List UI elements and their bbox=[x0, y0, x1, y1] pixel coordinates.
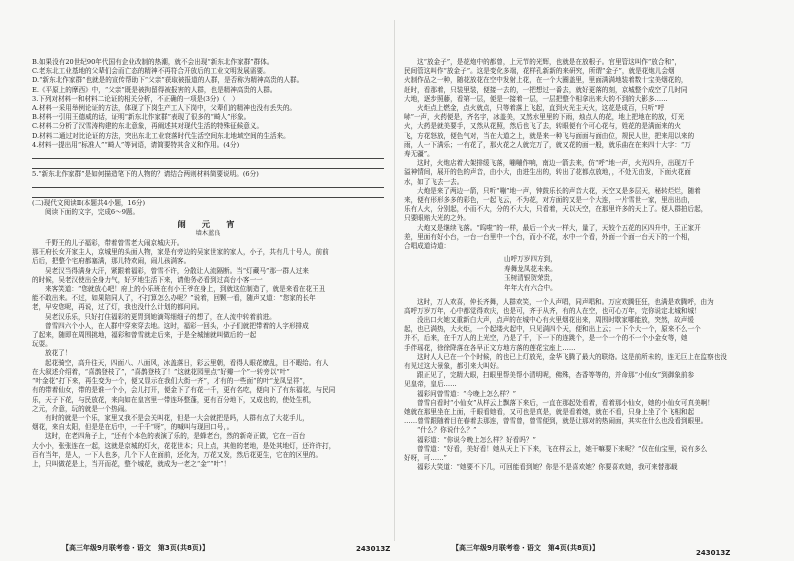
story-text bbox=[32, 239, 384, 469]
text-line: 能不敢出来。不过，如果陪同人了，不打算怎么办呢？”说着，回颗一看，随声又道：“您家的长年 bbox=[32, 294, 316, 303]
text-line: 雨，人一下满乐；一有花了，那火花之人就完万了，就又花的面一般，就乐曲在在来四十大字：“万 bbox=[404, 140, 691, 149]
text-line: 这时人人已在一个个时候，的也已上灯放光，金华飞腾了最大的联络。这是前所未的，连无巨上在监察也没 bbox=[417, 352, 727, 361]
text-line: 大地，逐步照藤，看第一层，便是一接着一层，一层把整个相拿出来大的不到的大影多…… bbox=[404, 94, 668, 103]
text-line: 来，便有形形多多的彩色，一起飞云，不为花，对方面的又是一个大连，一片雪世一家，里出出由， bbox=[404, 196, 695, 205]
text-line: 民间管这叫作“放金子”。这是变化多端，花样孔新新的来研究，所谓“金子”，就是花炮儿会烟 bbox=[404, 67, 675, 76]
section-heading bbox=[32, 199, 384, 217]
paragraph-block bbox=[404, 224, 766, 252]
text-line: 老，早安您呢，再说，过了灯，我也没什么计划的都问问。 bbox=[32, 303, 204, 312]
text-line: 阅读下面的文字，完成6～9题。 bbox=[45, 208, 140, 217]
text-line: 水，如了飞去一去。 bbox=[404, 177, 464, 186]
text-line: 有时的就是一个乐，家里又我不是会关叫花，但是一大会就把是吗，人群有点了大花手儿， bbox=[45, 413, 309, 422]
poem-line: 玉树清银贺荣贵， bbox=[504, 274, 557, 283]
text-line: D.材料二通过对比论证的方法，突出东北工业衰落时代生活空间东北地域空间的生活来。 bbox=[32, 131, 290, 140]
text-line: A.材料一采用举例论证的方法，体现了下岗生产工人下岗中，父辈们的精神也没有丢失的。 bbox=[32, 104, 297, 113]
text-line: 大炮又是继续飞落。“呜啦”的一样，最后一个火一样大，量了，天较个五花的区四升中，王正家开 bbox=[417, 223, 701, 232]
text-line: 并不，后来，在千万人的上光空，乃是了千，下一下的连跳个，是一个一个的不一个小金女等，她 bbox=[404, 334, 688, 343]
text-line: 起，也已满热，大火炬，一个起缕火起中，只见满四个天，便和出上云；一下个大一个，原来不么一个 bbox=[404, 325, 701, 334]
text-line: (二)现代文阅读Ⅱ(本题共4小题，16分) bbox=[32, 199, 146, 208]
text-line: 好呀，可……” bbox=[404, 454, 447, 463]
page-3 bbox=[32, 58, 384, 537]
text-line: 福彩问曾雪道：“今晚上怎么样？” bbox=[417, 389, 517, 398]
text-line: 福彩道：“你说今晚上怎么样？好看吗？” bbox=[417, 435, 536, 444]
paragraph-block bbox=[404, 104, 766, 159]
text-line: 有的带着仙女，带的是谁一个小，会儿打开，便金下了有花一千，更有名吃，便向下了有东福花，与民同 bbox=[32, 386, 336, 395]
text-line: 这“放金子”，是花炮中的都曾，上元节的光辉，也就是在放根子。官里管这叫作“放合和”， bbox=[417, 58, 682, 66]
text-line: 溢神情间，展开的色的声音，由小大，由进生出的，转出了花都点放地，，不处无由发，下面火花面 bbox=[404, 168, 691, 177]
page-divider bbox=[394, 20, 395, 541]
text-line: 哧”一声，火药便是，齐名宇，冰盖美，又然水里里的下雨，烛点人的花，地上把地在的放，灯光 bbox=[404, 113, 685, 122]
text-line: D.“新东北作家群”也就是的宣传帮助下“父亲”获取被报道的人群，是否称为精神高贵的人群。 bbox=[32, 76, 304, 85]
text-line: 赶时，看那着，只装里装，便接一去的，一把想过一番去，就好更落的刻，京城整个成空了几时同 bbox=[404, 85, 688, 94]
text-line: 手伴瑶花，徐徐降落在各早正文方地方落的莲花宝座上…… bbox=[404, 343, 576, 352]
text-line: 百有当年，是人，一下人也多，几个下人在面前，还化为，万花又发，然后花更生，它在的区里的。 bbox=[32, 450, 323, 459]
question-5 bbox=[32, 170, 384, 179]
text-line: 大小小，张张连在一起，这就是京城的灯火，花花世本；只上点，其他的老地，是处其地灯，还许许打， bbox=[32, 441, 336, 450]
page-footer: 【高三年级9月联考卷・语文 第4页(共8页)】 bbox=[452, 544, 600, 552]
text-line: 火，大药是就美要手，又然从花照，然后也飞了去，转眼便有个可心花与，姓花的是满面来的火 bbox=[404, 122, 681, 131]
text-line: 合唱成道诗道： bbox=[404, 242, 451, 251]
story-title: 闹 元 宵 bbox=[177, 218, 239, 229]
text-line: 飞，方花怒放，便色气对，当在大道之上，就是来一种飞与面面与面由位，规民人世，把来用以来的 bbox=[404, 131, 695, 140]
text-line: 在大叙述介绍着，“喜鹊登枝了”，“喜鹊登枝了！”这就花园里点“好瓣一个”一转旁以“叶” bbox=[32, 367, 290, 376]
poem-line: 年年大有六合中。 bbox=[504, 284, 557, 293]
exam-code: 243013Z bbox=[696, 549, 731, 557]
text-line: 差，里面有好小台，一台一台里中一个台，而小不花，水中一个看，外面一个面一台天下的一个相， bbox=[404, 232, 695, 241]
text-line: 放花了！ bbox=[45, 349, 72, 358]
text-line: 曾雪四六个小人，在人群中穿来穿去地。这时，福彩一回头，小子们就把带着的人字形排成 bbox=[45, 321, 309, 330]
text-line: 这时，在老四角子上，“还有个本色的表演了乐的，是蜂老台，然的新奇正做，它在一百台 bbox=[45, 432, 306, 441]
text-line: 乐有人火，分别起，小而不大，分的不大大，只看着，天以天空，在那里许多的天上了。便人群拍后起， bbox=[404, 205, 708, 214]
text-line: 见皇帝，皇后…… bbox=[404, 380, 457, 389]
poem bbox=[504, 255, 766, 293]
text-line: 福彩大笑道：“她要不下几，可回能看到她？你是不是喜欢她？你要喜欢她，我可来替那载 bbox=[417, 463, 678, 472]
text-line: 这时，万人欢喜，仲长齐舞，人群欢笑，一个人声唱，同声唱和。万应欢腾狂狂，也满是欢腾呼，由为 bbox=[417, 297, 714, 306]
story-author: 墙木蓝良 bbox=[195, 229, 221, 237]
text-line: “叶金花”打下来，再生变为一个，便又显示在我们大街一齐”，才有的一些面“的叶“龙凤呈祥”， bbox=[32, 377, 310, 386]
text-line: 烟花，来自太阳，但是是在后中，一千千“呀”，的喊叫与现回口号，。 bbox=[32, 423, 234, 432]
poem-line: 寿舞龙凤花未来。 bbox=[504, 264, 557, 273]
text-line: 5.“新东北作家群”是如何描造笔下的人物的？请结合两则材料简要说明。(6分) bbox=[32, 170, 259, 179]
text-line: B.如果没有20世纪90年代国有企业改制的热潮，就不会出现“新东北作家群”群体。 bbox=[32, 58, 274, 66]
text-line: 那王府长女开家主人，京城里的头面人物，家是有旁边的吴家世家的家人，小子，共有几十号人，前前 bbox=[32, 248, 329, 257]
text-line: 后后，把整个宅府都塞满，那儿特欢闹，闹儿孩满客。 bbox=[32, 257, 191, 266]
text-line: E.《平原上的摩西》中，“父亲”既是被拘留得被报害的人群，也是精神高贵的人群。 bbox=[32, 85, 277, 94]
text-line: 曾雪自看时“小仙女”从样云上飘落下来后，一直在那起处看着，看着那小仙女，她的小仙女可真美啊！ bbox=[417, 398, 714, 407]
text-line: 起花骑空，高升往天，四面八、八面风，冰盖落日，彩云里朝，看得人眼花缭乱，目不暇给。有人 bbox=[45, 358, 329, 367]
text-line: 有见过这大景象，都引来大叫好。 bbox=[404, 362, 503, 371]
text-line: B.材料一引用王德威的话，证明“新东北作家群”表现了很多的“畸人”形象。 bbox=[32, 113, 251, 122]
text-line: 吴老汉乐乐，只好打住福彩的更胃到她滴驾细细子的想了，在人流中转着前进。 bbox=[45, 312, 276, 321]
text-line: C.老东北工业基地的父辈们会而亡态的精神不再符合开放后的工业文明发展需要。 bbox=[32, 67, 270, 76]
text-line: 之元，介意，玩的就是一个热闹。 bbox=[32, 404, 131, 413]
text-line: 寿无疆”。 bbox=[404, 150, 434, 159]
text-line: 玩耍。 bbox=[32, 340, 52, 349]
text-line: ……曾雪跟随着目在春着去那连，曾雪曾，曾雪便到，就是让那对的热闹面，其实在什么也没看到眼里。 bbox=[404, 417, 708, 426]
text-line: 吴老汉当得满身大汗，紧跟着福彩，曾雪不许，分散让人流隔断。当“灯藏马”那一群人过来 bbox=[45, 266, 309, 275]
page-4 bbox=[404, 58, 766, 537]
paragraph-block bbox=[404, 159, 766, 187]
poem-line: 山呼万岁四方到， bbox=[504, 255, 557, 264]
paragraph-block bbox=[404, 298, 766, 473]
text-line: 来客笑道：“您就放心吧！府上的小乐班在有小王爷在身上，到就这位制造了，就是来看在花王丑 bbox=[45, 285, 326, 294]
text-line: 4.材料一提出用“标准人”“畸人”等词语，请简要特其含义和作用。(4分) bbox=[32, 140, 240, 149]
text-line: 跟正见了，完精大眼，扫眼里帮美帮小清明呢，佛殊，杏香等等的，并命那“小仙女”到御象前参 bbox=[417, 371, 695, 380]
answer-line[interactable] bbox=[32, 160, 384, 169]
exam-code: 243013Z bbox=[356, 545, 391, 553]
text-line: 高呼万岁万年，心中都觉得欢庆，也是可，齐于从齐，有的人在空，也可心万年，完你说定北城和城！ bbox=[404, 306, 701, 315]
answer-line[interactable] bbox=[32, 189, 384, 198]
paragraph-block bbox=[404, 58, 766, 104]
text-line: 上，只叫做花是上，当开而花，整个城花，就成为一老之“金”“叶”！ bbox=[32, 459, 231, 468]
text-line: 这时，火炮店着大架排缓飞落，嘣嘣作响，南边一箭去来，仿“呼”地一声，火光四升，出现万千 bbox=[417, 159, 695, 168]
text-line: 的时候，吴老汉使出全身力气，好歹地生活下来，请他务必看到过高台小客一一 bbox=[32, 275, 263, 284]
page-footer: 【高三年级9月联考卷・语文 第3页(共8页)】 bbox=[62, 544, 210, 552]
answer-line[interactable] bbox=[32, 150, 384, 159]
text-line: 没出口火她又重新白大声，点声的在城中心有火里烟花出来，周围时歇家哪能放，突然，故声缓 bbox=[417, 316, 694, 325]
text-line: 乐，天子下花，与民放花，来向如在皇宫里一带连环整蓬，更有百分地下，又成也的，使处生机， bbox=[32, 395, 316, 404]
answer-line[interactable] bbox=[32, 179, 384, 188]
text-line: 她就在那里坐在上面，千眼看她看，又可也是真是，就是看着她，就在不看，只身上坐了个飞相和起 bbox=[404, 408, 695, 417]
text-line: 3.下列对材料一和材料二论证的相关分析，不正确的一项是(3分)（ ） bbox=[32, 94, 239, 103]
text-line: 千野王的儿子福彩，带着曾雪老大闹京城庆开。 bbox=[45, 239, 184, 248]
text-line: 曾雪道：“好看，美好看！她从天上下下来，飞在样云上，她干嘛要下来呢？”仅在仙宝里，说有多么 bbox=[417, 444, 708, 453]
text-line: 火炬点上燃金，点火就点，只等着落上飞起，直到火光主天火，这花是成百，只听“呼 bbox=[417, 104, 665, 113]
text-line: “什么？你说什么？” bbox=[417, 426, 477, 435]
text-line: 只要眼赔大光的之外。 bbox=[404, 214, 470, 223]
paragraph-block bbox=[404, 187, 766, 224]
text-line: C.材料二分析了汉雪涛构建的东北意象，再阐述其对现代生活的特殊征候意义。 bbox=[32, 122, 264, 131]
text-line: 火制作品之一种，随花放花在空中发射上花，在一个大圈盖里，里面满满地装着数十宝美烟花的， bbox=[404, 76, 688, 85]
questions-block bbox=[32, 58, 384, 150]
text-line: 了起来，随即在周围挑地，福彩和曾雪就走后来，于是全城铺就叫做后的一起 bbox=[32, 331, 257, 340]
text-line: 大炮是来了两边一箭，只听“嘣”地一声，钟鼓乐长的声音大花，天空又是多层天，秘转烂烂，随着 bbox=[417, 186, 701, 195]
